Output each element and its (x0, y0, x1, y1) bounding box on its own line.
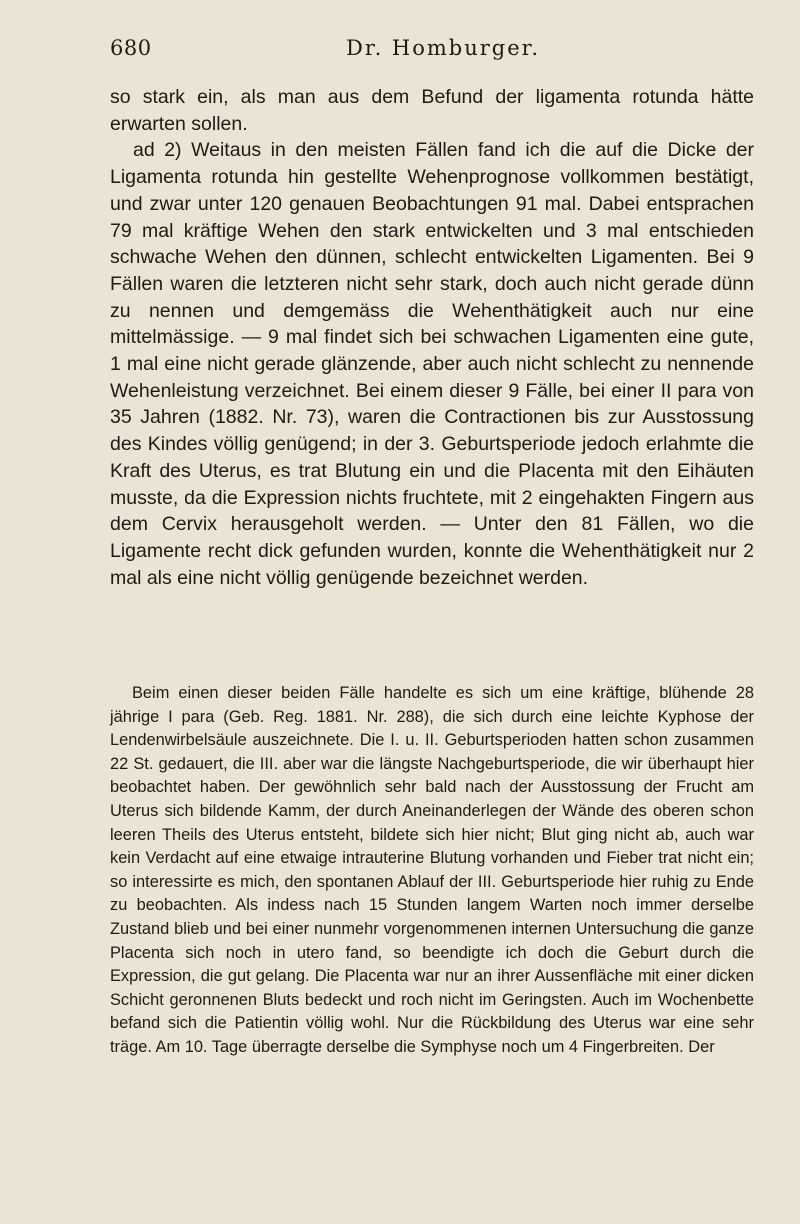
paragraph-ad-2: ad 2) Weitaus in den meisten Fällen fand ich die auf die Dicke der Ligamenta rotunda hin gestellte Wehenprognose vollkommen bestätigt, und zwar unter 120 genauen Beobachtungen 91 mal. Dabei entsprachen 79 mal kräftige Wehen den stark entwickelten und 3 mal entschieden schwache Wehen den dünnen, schlecht entwickelten Ligamenten. Bei 9 Fällen waren die letzteren nicht sehr stark, doch auch nicht gerade dünn zu nennen und demgemäss die Wehenthätigkeit auch nur eine mittelmässige. — 9 mal findet sich bei schwachen Ligamenten eine gute, 1 mal eine nicht gerade glänzende, aber auch nicht schlecht zu nennende Wehenleistung verzeichnet. Bei einem dieser 9 Fälle, bei einer II para von 35 Jahren (1882. Nr. 73), waren die Contractionen bis zur Ausstossung des Kindes völlig genügend; in der 3. Geburtsperiode jedoch erlahmte die Kraft des Uterus, es trat Blutung ein und die Placenta mit den Eihäuten musste, da die Expression nichts fruchtete, mit 2 eingehakten Fingern aus dem Cervix herausgeholt werden. — Unter den 81 Fällen, wo die Ligamente recht dick gefunden wurden, konnte die Wehenthätigkeit nur 2 mal als eine nicht völlig genügende bezeichnet werden. (110, 139, 754, 589)
page-number: 680 (110, 36, 152, 60)
small-print-paragraph: Beim einen dieser beiden Fälle handelte es sich um eine kräftige, blühende 28 jährige I para (Geb. Reg. 1881. Nr. 288), die sich durch eine leichte Kyphose der Lendenwirbelsäule auszeichnete. Die I. u. II. Geburtsperioden hatten schon zusammen 22 St. gedauert, die III. aber war die längste Nachgeburtsperiode, die wir überhaupt hier beobachtet haben. Der gewöhnlich sehr bald nach der Ausstossung der Frucht am Uterus sich bildende Kamm, der durch Aneinanderlegen der Wände des oberen schon leeren Theils des Uterus entsteht, bildete sich hier nicht; Blut ging nicht ab, auch war kein Verdacht auf eine etwaige intrauterine Blutung vorhanden und Fieber trat nicht ein; so interessirte es mich, den spontanen Ablauf der III. Geburtsperiode hier ruhig zu Ende zu beobachten. Als indess nach 15 Stunden langem Warten noch immer derselbe Zustand blieb und bei einer nunmehr vorgenommenen internen Untersuchung die ganze Placenta sich noch in utero fand, so beendigte ich doch die Geburt durch die Expression, die gut gelang. Die Placenta war nur an ihrer Aussenfläche mit einer dicken Schicht geronnenen Bluts bedeckt und roch nicht im Geringsten. Auch im Wochenbette befand sich die Patientin völlig wohl. Nur die Rückbildung des Uterus war eine sehr träge. Am 10. Tage überragte derselbe die Symphyse noch um 4 Fingerbreiten. Der (110, 684, 754, 1056)
running-head: Dr. Homburger. (346, 36, 541, 60)
main-text (110, 84, 754, 591)
page-header (110, 36, 750, 66)
paragraph-continuation: so stark ein, als man aus dem Befund der ligamenta rotunda hätte erwarten sollen. (110, 86, 754, 135)
